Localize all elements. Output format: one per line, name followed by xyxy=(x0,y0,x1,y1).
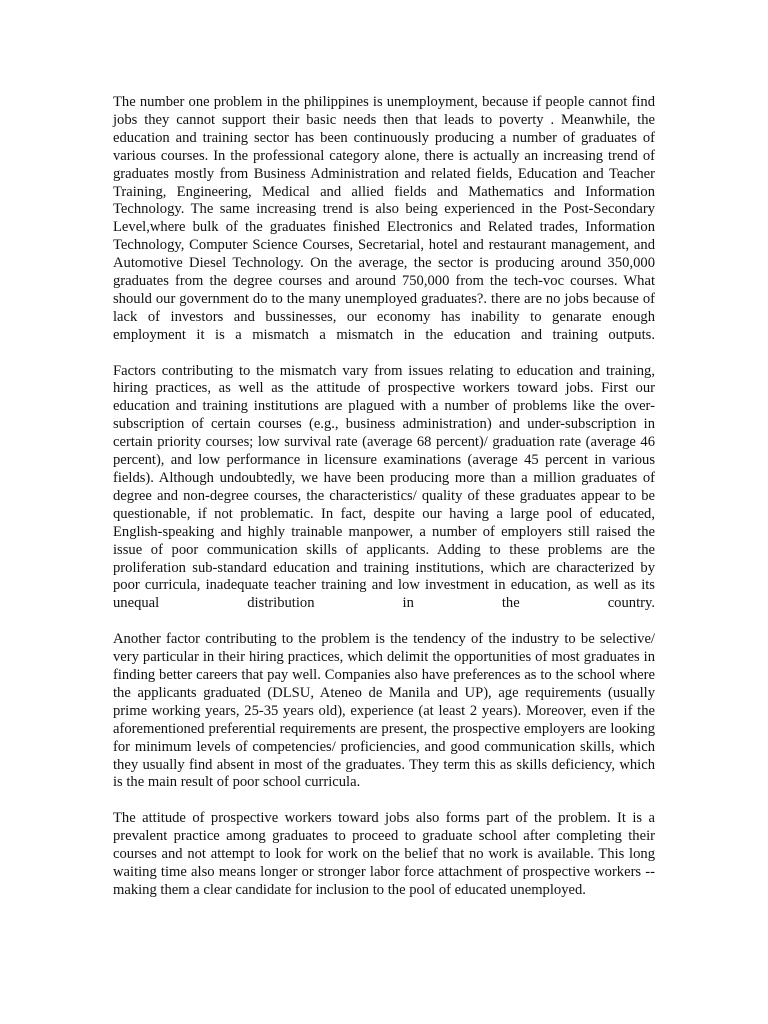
paragraph-worker-attitude: The attitude of prospective workers toward jobs also forms part of the problem. It is a prevalent practice among graduates to proceed to graduate school after completing their courses and not attempt to look for work on the belief that no work is available. This long waiting time also means longer or stronger labor force attachment of prospective workers -- making them a clear candidate for inclusion to the pool of educated unemployed. xyxy=(113,810,655,898)
paragraph-mismatch-factors: Factors contributing to the mismatch vary from issues relating to education and training, hiring practices, as well as the attitude of prospective workers toward jobs. First our education and training institutions are plagued with a number of problems like the over-subscription of certain courses (e.g., business administration) and under-subscription in certain priority courses; low survival rate (average 68 percent)/ graduation rate (average 46 percent), and low performance in licensure examinations (average 45 percent in various fields). Although undoubtedly, we have been producing more than a million graduates of degree and non-degree courses, the characteristics/ quality of these graduates appear to be questionable, if not problematic. In fact, despite our having a large pool of educated, English-speaking and highly trainable manpower, a number of employers still raised the issue of poor communication skills of applicants. Adding to these problems are the proliferation sub-standard education and training institutions, which are characterized by poor curricula, inadequate teacher training and low investment in education, as well as its unequal distribution in the country. xyxy=(113,362,655,612)
paragraph-hiring-practices: Another factor contributing to the problem is the tendency of the industry to be selective/ very particular in their hiring practices, which delimit the opportunities of most graduates in finding better careers that pay well. Companies also have preferences as to the school where the applicants graduated (DLSU, Ateneo de Manila and UP), age requirements (usually prime working years, 25-35 years old), experience (at least 2 years). Moreover, even if the aforementioned preferential requirements are present, the prospective employers are looking for minimum levels of competencies/ proficiencies, and good communication skills, which they usually find absent in most of the graduates. They term this as skills deficiency, which is the main result of poor school curricula. xyxy=(113,631,655,791)
paragraph-unemployment-intro: The number one problem in the philippines is unemployment, because if people cannot find jobs they cannot support their basic needs then that leads to poverty . Meanwhile, the education and training sector has been continuously producing a number of graduates of various courses. In the professional category alone, there is actually an increasing trend of graduates mostly from Business Administration and related fields, Education and Teacher Training, Engineering, Medical and allied fields and Mathematics and Information Technology. The same increasing trend is also being experienced in the Post-Secondary Level,where bulk of the graduates finished Electronics and Related trades, Information Technology, Computer Science Courses, Secretarial, hotel and restaurant management, and Automotive Diesel Technology. On the average, the sector is producing around 350,000 graduates from the degree courses and around 750,000 from the tech-voc courses. What should our government do to the many unemployed graduates?. there are no jobs because of lack of investors and bussinesses, our economy has inability to genarate enough employment it is a mismatch a mismatch in the education and training outputs. xyxy=(113,94,655,343)
document-body xyxy=(113,94,655,918)
